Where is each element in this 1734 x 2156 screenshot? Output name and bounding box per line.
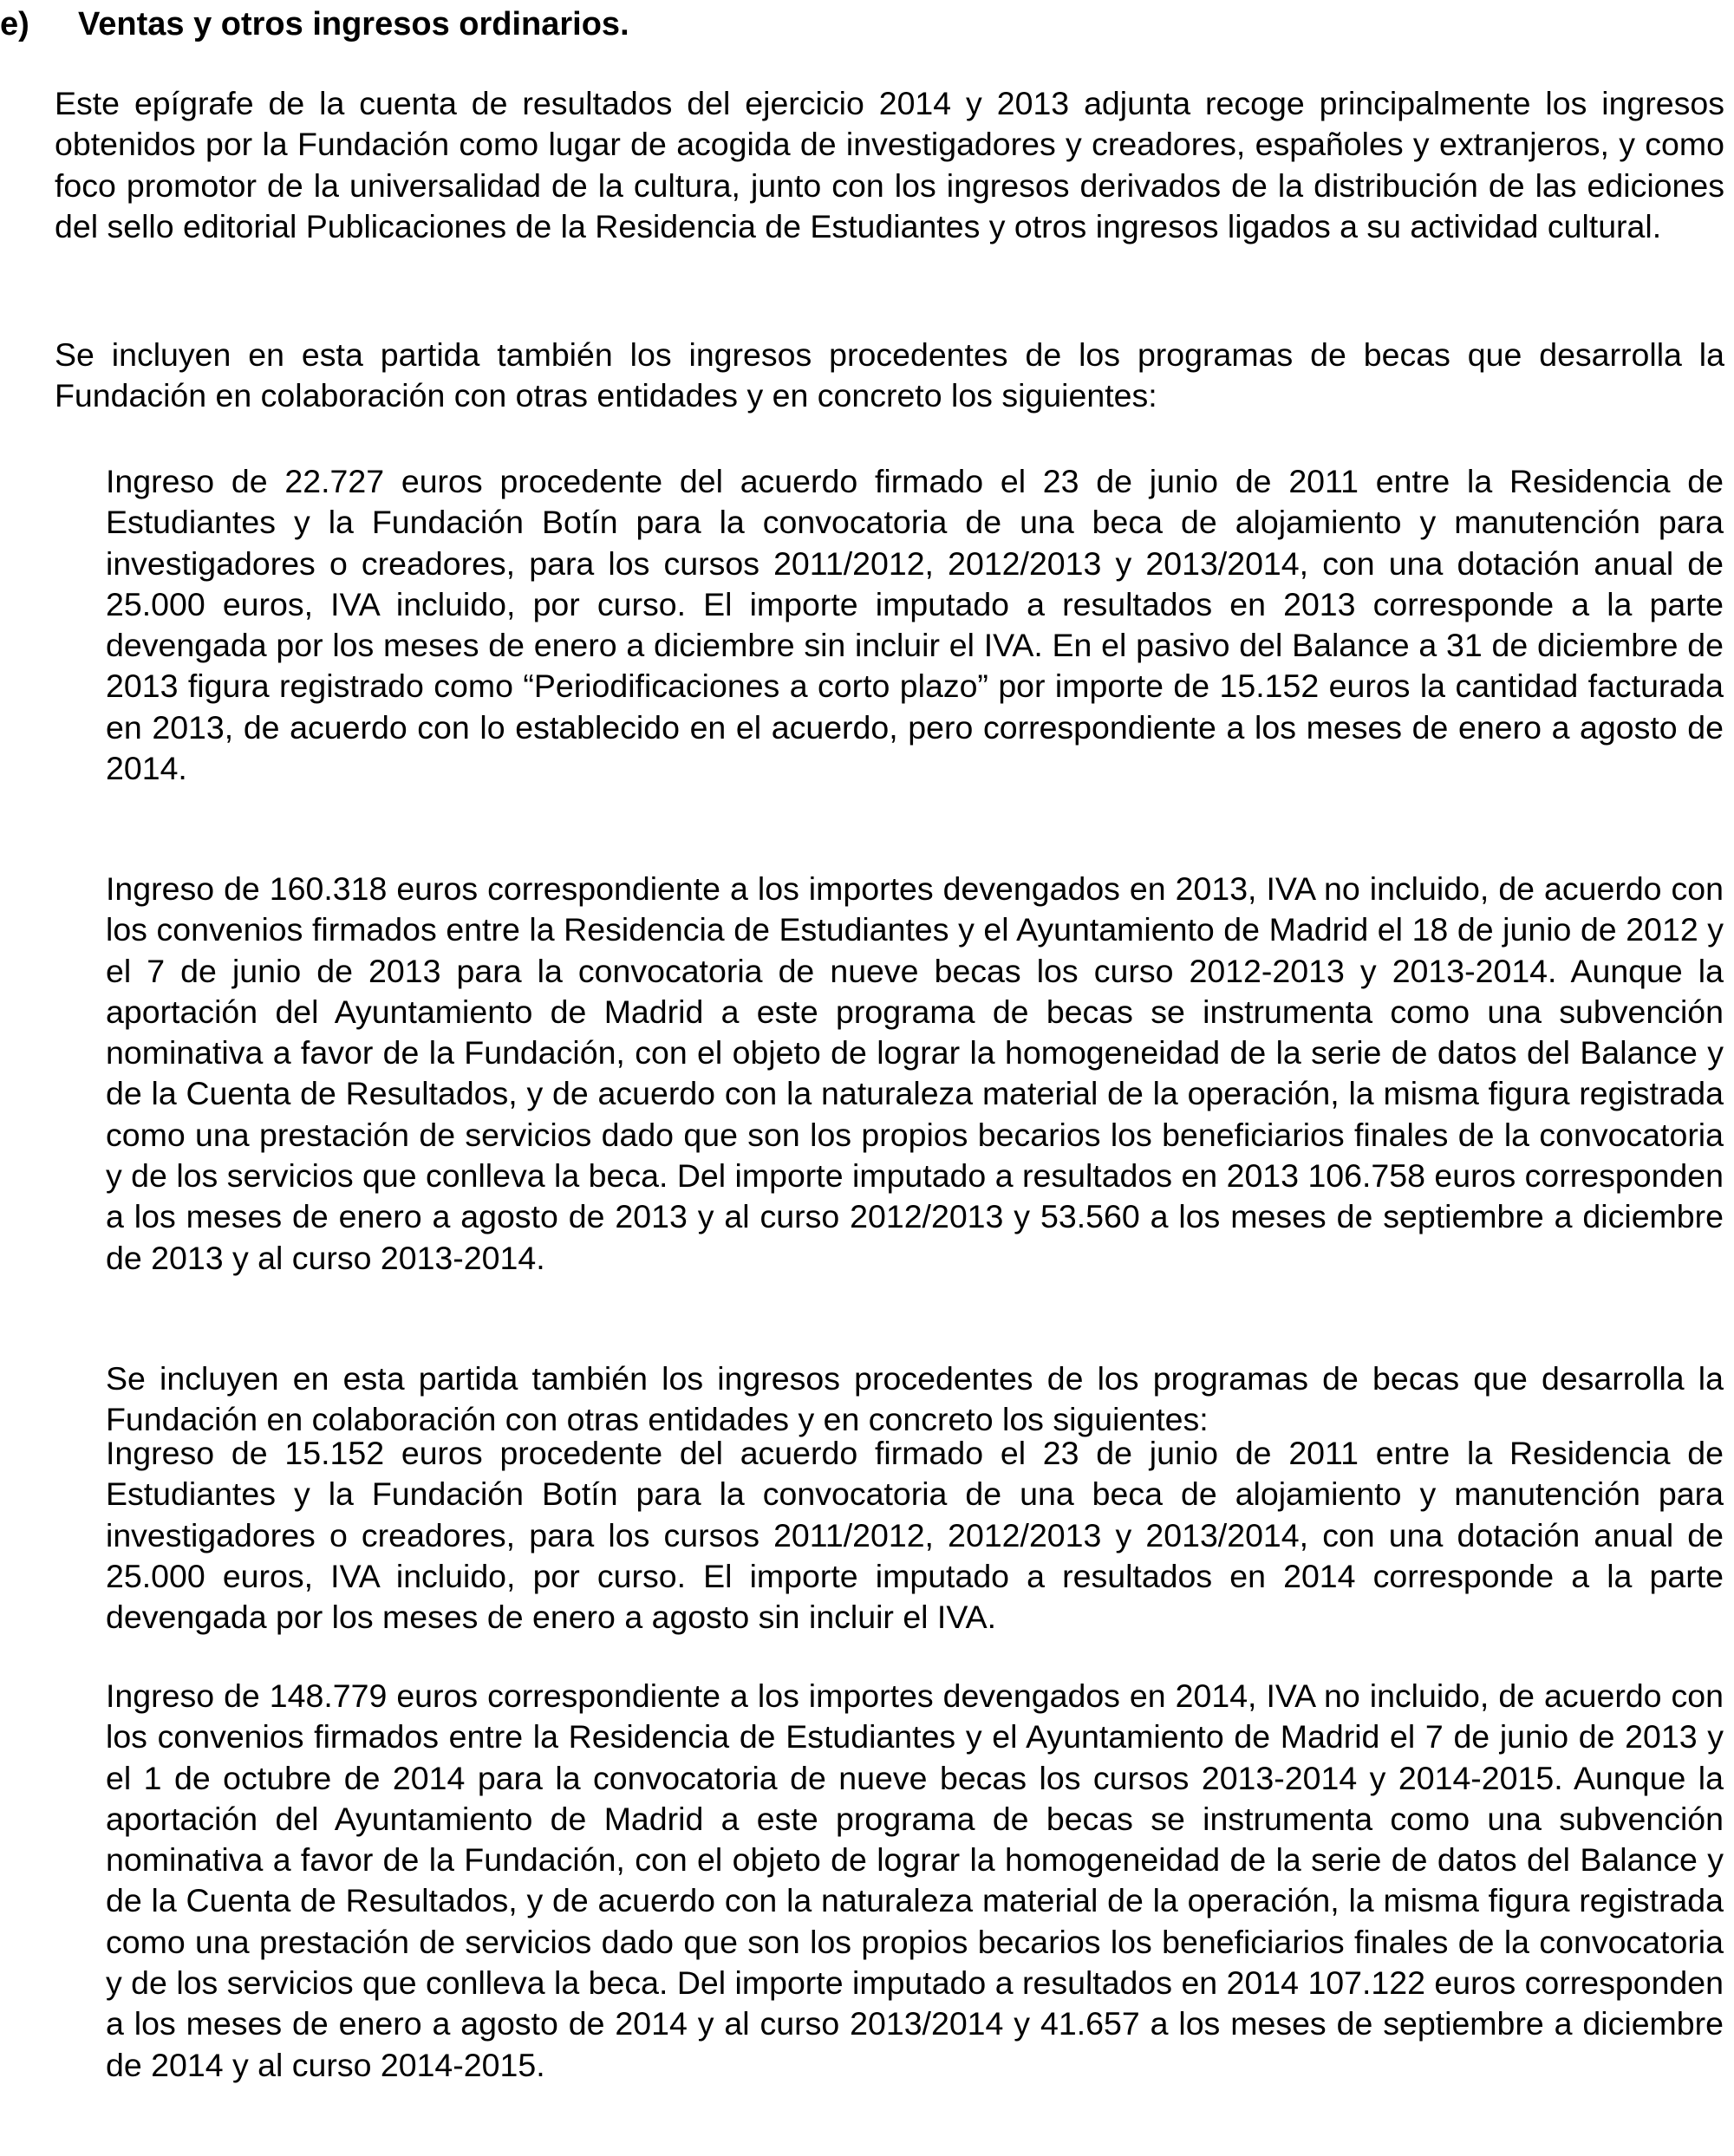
paragraph-botin-2013: Ingreso de 22.727 euros procedente del acuerdo firmado el 23 de junio de 2011 entre la Residencia de Estudiantes y la Fundación Botín para la convocatoria de una beca de alojamiento y manutención para investigadores o creadores, para los cursos 2011/2012, 2012/2013 y 2013/2014, con una dotación anual de 25.000 euros, IVA incluido, por curso. El importe imputado a resultados en 2013 corresponde a la parte devengada por los meses de enero a diciembre sin incluir el IVA. En el pasivo del Balance a 31 de diciembre de 2013 figura registrado como “Periodificaciones a corto plazo” por importe de 15.152 euros la cantidad facturada en 2013, de acuerdo con lo establecido en el acuerdo, pero correspondiente a los meses de enero a agosto de 2014. [106, 463, 1724, 787]
paragraph-becas-intro: Se incluyen en esta partida también los ingresos procedentes de los programas de becas que desarrolla la Fundación en colaboración con otras entidades y en concreto los siguientes: [55, 336, 1724, 414]
section-heading [0, 3, 1725, 45]
paragraph-intro: Este epígrafe de la cuenta de resultados del ejercicio 2014 y 2013 adjunta recoge principalmente los ingresos obtenidos por la Fundación como lugar de acogida de investigadores y creadores, españoles y extranjeros, y como foco promotor de la universalidad de la cultura, junto con los ingresos derivados de la distribución de las ediciones del sello editorial Publicaciones de la Residencia de Estudiantes y otros ingresos ligados a su actividad cultural. [55, 85, 1724, 244]
section-label: e) [0, 6, 29, 42]
paragraph-becas-intro-repeat: Se incluyen en esta partida también los ingresos procedentes de los programas de becas que desarrolla la Fundación en colaboración con otras entidades y en concreto los siguientes: [106, 1360, 1724, 1438]
paragraph-ayuntamiento-2013: Ingreso de 160.318 euros correspondiente a los importes devengados en 2013, IVA no incluido, de acuerdo con los convenios firmados entre la Residencia de Estudiantes y el Ayuntamiento de Madrid el 18 de junio de 2012 y el 7 de junio de 2013 para la convocatoria de nueve becas los curso 2012-2013 y 2013-2014. Aunque la aportación del Ayuntamiento de Madrid a este programa de becas se instrumenta como una subvención nominativa a favor de la Fundación, con el objeto de lograr la homogeneidad de la serie de datos del Balance y de la Cuenta de Resultados, y de acuerdo con la naturaleza material de la operación, la misma figura registrada como una prestación de servicios dado que son los propios becarios los beneficiarios finales de la convocatoria y de los servicios que conlleva la beca. Del importe imputado a resultados en 2013 106.758 euros corresponden a los meses de enero a agosto de 2013 y al curso 2012/2013 y 53.560 a los meses de septiembre a diciembre de 2013 y al curso 2013-2014. [106, 870, 1724, 1276]
paragraph-botin-2014: Ingreso de 15.152 euros procedente del acuerdo firmado el 23 de junio de 2011 entre la Residencia de Estudiantes y la Fundación Botín para la convocatoria de una beca de alojamiento y manutención para investigadores o creadores, para los cursos 2011/2012, 2012/2013 y 2013/2014, con una dotación anual de 25.000 euros, IVA incluido, por curso. El importe imputado a resultados en 2014 corresponde a la parte devengada por los meses de enero a agosto sin incluir el IVA. [106, 1435, 1724, 1636]
section-title: Ventas y otros ingresos ordinarios. [78, 6, 629, 42]
paragraph-ayuntamiento-2014: Ingreso de 148.779 euros correspondiente a los importes devengados en 2014, IVA no incluido, de acuerdo con los convenios firmados entre la Residencia de Estudiantes y el Ayuntamiento de Madrid el 7 de junio de 2013 y el 1 de octubre de 2014 para la convocatoria de nueve becas los cursos 2013-2014 y 2014-2015. Aunque la aportación del Ayuntamiento de Madrid a este programa de becas se instrumenta como una subvención nominativa a favor de la Fundación, con el objeto de lograr la homogeneidad de la serie de datos del Balance y de la Cuenta de Resultados, y de acuerdo con la naturaleza material de la operación, la misma figura registrada como una prestación de servicios dado que son los propios becarios los beneficiarios finales de la convocatoria y de los servicios que conlleva la beca. Del importe imputado a resultados en 2014 107.122 euros corresponden a los meses de enero a agosto de 2014 y al curso 2013/2014 y 41.657 a los meses de septiembre a diciembre de 2014 y al curso 2014-2015. [106, 1677, 1724, 2083]
